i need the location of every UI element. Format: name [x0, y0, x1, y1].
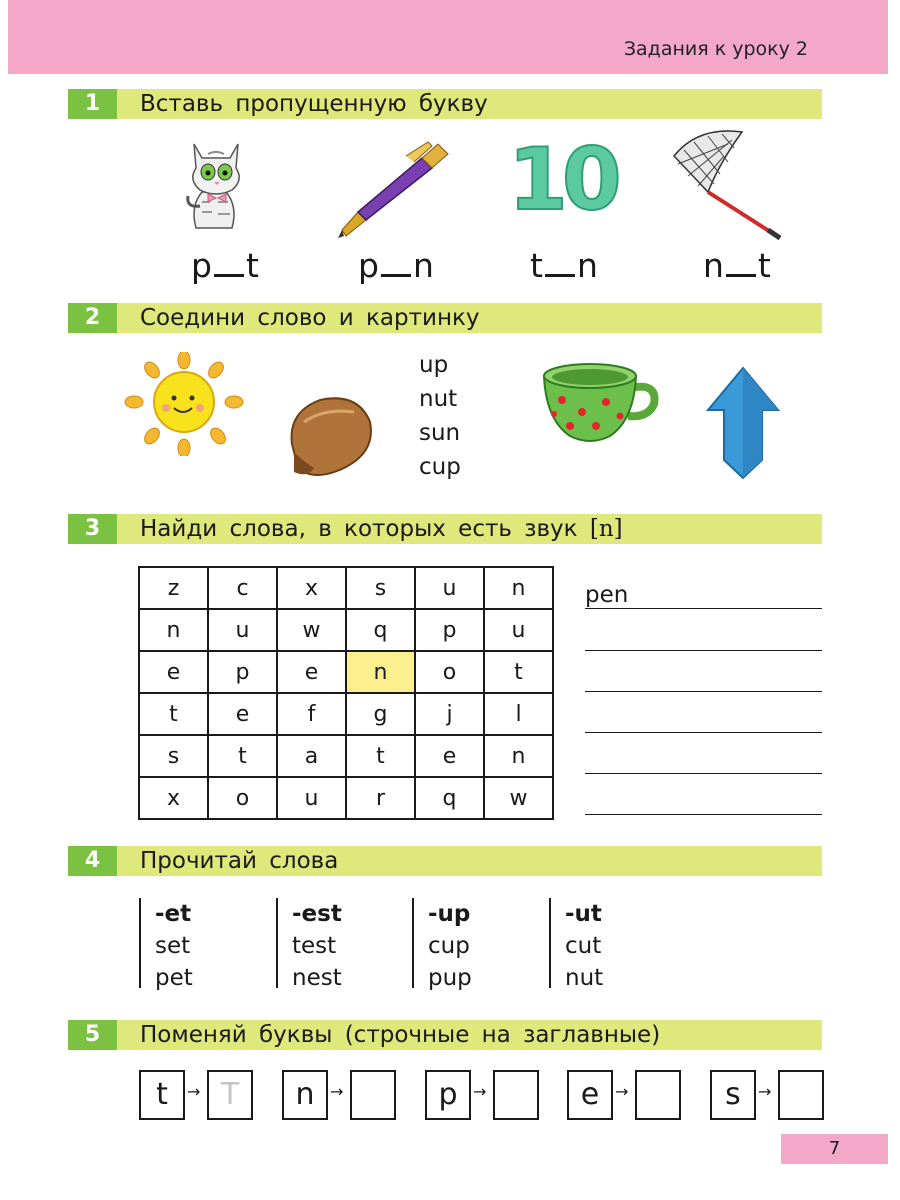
lowercase-box: t — [139, 1070, 185, 1120]
grid-cell[interactable]: w — [277, 609, 346, 651]
answer-line[interactable] — [585, 814, 822, 815]
word-ending: -up — [428, 901, 471, 927]
word-item[interactable]: sun — [419, 420, 461, 446]
blank-slot[interactable] — [214, 274, 244, 277]
grid-cell[interactable]: o — [208, 777, 277, 819]
grid-cell[interactable]: s — [139, 735, 208, 777]
word-item[interactable]: cup — [419, 454, 461, 480]
arrow-icon: → — [187, 1082, 201, 1101]
blank-slot[interactable] — [381, 274, 411, 277]
word-ending: -est — [292, 901, 342, 927]
gap-word-1: p t — [191, 246, 259, 285]
letter-grid — [138, 566, 554, 820]
nut-picture — [284, 392, 378, 482]
grid-cell[interactable]: j — [415, 693, 484, 735]
grid-cell[interactable]: p — [415, 609, 484, 651]
task-instruction: Вставь пропущенную букву — [140, 91, 488, 117]
cat-picture — [180, 136, 260, 234]
grid-cell[interactable]: w — [484, 777, 553, 819]
uppercase-box[interactable] — [350, 1070, 396, 1120]
task-3-header — [68, 514, 822, 544]
grid-cell[interactable]: l — [484, 693, 553, 735]
gap-word-3: t n — [530, 246, 598, 285]
ten-picture: 10 — [508, 130, 616, 230]
reading-word: pup — [428, 965, 472, 991]
pen-picture — [336, 140, 452, 240]
lesson-title: Задания к уроку 2 — [623, 38, 808, 60]
grid-cell[interactable]: u — [484, 609, 553, 651]
uppercase-box[interactable] — [493, 1070, 539, 1120]
grid-cell[interactable]: q — [346, 609, 415, 651]
grid-cell[interactable]: a — [277, 735, 346, 777]
reading-column — [549, 898, 604, 991]
reading-column — [412, 898, 472, 991]
grid-cell[interactable]: g — [346, 693, 415, 735]
answer-line[interactable] — [585, 691, 822, 692]
task-number: 3 — [68, 514, 117, 544]
gap-word-4: n t — [703, 246, 771, 285]
task-5-header — [68, 1020, 822, 1050]
task-2-header — [68, 303, 822, 333]
task-instruction: Прочитай слова — [140, 848, 339, 874]
net-picture — [668, 126, 786, 242]
grid-cell[interactable]: r — [346, 777, 415, 819]
grid-cell[interactable]: e — [277, 651, 346, 693]
arrow-icon: → — [330, 1082, 344, 1101]
grid-cell[interactable]: t — [208, 735, 277, 777]
reading-word: cut — [565, 933, 602, 959]
reading-word: nut — [565, 965, 604, 991]
uppercase-box[interactable] — [635, 1070, 681, 1120]
grid-cell[interactable]: z — [139, 567, 208, 609]
word-ending: -et — [155, 901, 192, 927]
task-number: 1 — [68, 89, 117, 119]
answer-example: pen — [585, 582, 629, 608]
uppercase-box[interactable] — [778, 1070, 824, 1120]
arrow-icon: → — [615, 1082, 629, 1101]
lowercase-box: s — [710, 1070, 756, 1120]
grid-cell[interactable]: t — [346, 735, 415, 777]
reading-word: set — [155, 933, 191, 959]
grid-cell[interactable]: p — [208, 651, 277, 693]
header-band — [8, 0, 888, 74]
grid-cell[interactable]: t — [139, 693, 208, 735]
up-arrow-picture — [706, 366, 780, 480]
grid-cell[interactable]: e — [139, 651, 208, 693]
arrow-icon: → — [473, 1082, 487, 1101]
arrow-icon: → — [758, 1082, 772, 1101]
grid-cell[interactable]: c — [208, 567, 277, 609]
uppercase-box[interactable]: T — [207, 1070, 253, 1120]
grid-cell[interactable]: n — [484, 735, 553, 777]
reading-column — [276, 898, 342, 991]
gap-word-2: p n — [358, 246, 434, 285]
phonetic-sound: [n] — [589, 516, 623, 542]
grid-cell[interactable]: f — [277, 693, 346, 735]
reading-word: nest — [292, 965, 342, 991]
grid-cell[interactable]: q — [415, 777, 484, 819]
task-instruction: Соедини слово и картинку — [140, 305, 480, 331]
grid-cell[interactable]: o — [415, 651, 484, 693]
grid-cell[interactable]: t — [484, 651, 553, 693]
grid-cell[interactable]: x — [139, 777, 208, 819]
grid-cell[interactable]: u — [277, 777, 346, 819]
blank-slot[interactable] — [545, 274, 575, 277]
grid-cell[interactable]: e — [415, 735, 484, 777]
blank-slot[interactable] — [726, 274, 756, 277]
grid-cell[interactable]: u — [208, 609, 277, 651]
answer-line[interactable] — [585, 732, 822, 733]
reading-word: cup — [428, 933, 470, 959]
grid-cell[interactable]: u — [415, 567, 484, 609]
grid-cell[interactable]: n — [139, 609, 208, 651]
word-ending: -ut — [565, 901, 602, 927]
task-instruction: Поменяй буквы (строчные на заглавные) — [140, 1022, 661, 1048]
word-item[interactable]: up — [419, 352, 449, 378]
sun-picture — [120, 352, 248, 456]
reading-word: test — [292, 933, 337, 959]
reading-column — [139, 898, 193, 991]
word-list — [419, 348, 461, 484]
task-number: 4 — [68, 846, 117, 876]
task-number: 5 — [68, 1020, 117, 1050]
lowercase-box: n — [282, 1070, 328, 1120]
grid-cell-highlighted[interactable]: n — [346, 651, 415, 693]
lowercase-box: e — [567, 1070, 613, 1120]
page-number-box — [781, 1134, 888, 1164]
task-4-header — [68, 846, 822, 876]
lowercase-box: p — [425, 1070, 471, 1120]
grid-cell[interactable]: x — [277, 567, 346, 609]
task-number: 2 — [68, 303, 117, 333]
answer-line[interactable] — [585, 773, 822, 774]
grid-cell[interactable]: s — [346, 567, 415, 609]
word-item[interactable]: nut — [419, 386, 458, 412]
grid-cell[interactable]: e — [208, 693, 277, 735]
answer-line[interactable] — [585, 650, 822, 651]
reading-word: pet — [155, 965, 193, 991]
cup-picture — [540, 360, 660, 446]
answer-line[interactable] — [585, 608, 822, 609]
task-instruction: Найди слова, в которых есть звук [n] — [140, 516, 623, 542]
page-number: 7 — [828, 1138, 841, 1159]
grid-cell[interactable]: n — [484, 567, 553, 609]
task-1-header — [68, 89, 822, 119]
